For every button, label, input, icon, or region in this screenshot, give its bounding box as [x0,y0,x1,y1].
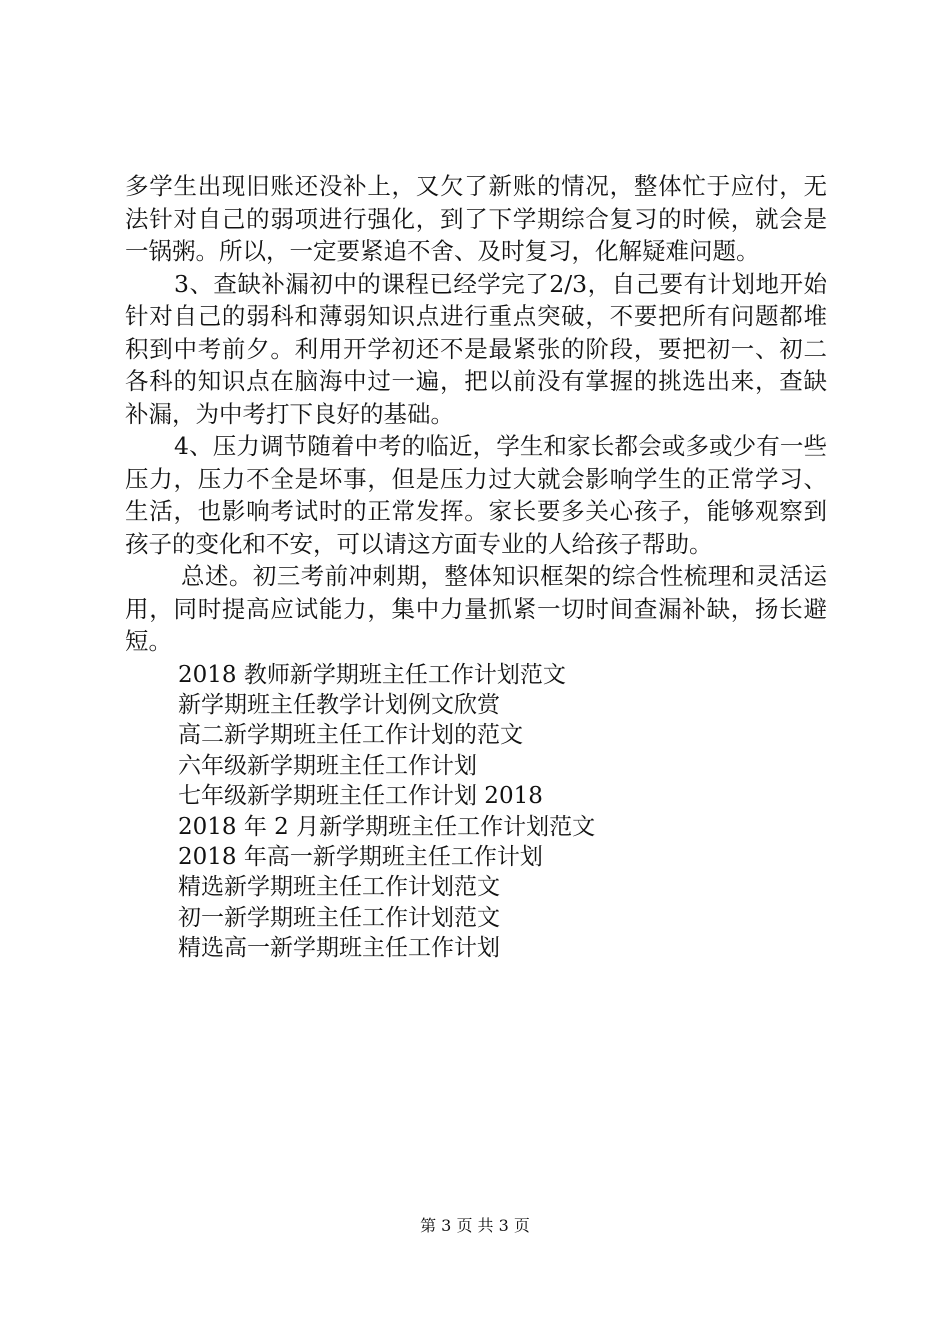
related-link[interactable]: 七年级新学期班主任工作计划 2018 [178,783,543,810]
related-link[interactable]: 初一新学期班主任工作计划范文 [178,904,500,931]
related-link[interactable]: 精选新学期班主任工作计划范文 [178,874,500,901]
paragraph-pressure: 4、压力调节随着中考的临近，学生和家长都会或多或少有一些压力，压力不全是坏事，但是压力过大就会影响学生的正常学习、生活，也影响考试时的正常发挥。家长要多关心孩子，能够观察到孩子的变化和不安，可以请这方面专业的人给孩子帮助。 [125,432,827,558]
related-link[interactable]: 高二新学期班主任工作计划的范文 [178,722,523,749]
page-number-footer: 第 3 页 共 3 页 [420,1216,530,1235]
document-body [125,170,827,964]
related-link[interactable]: 新学期班主任教学计划例文欣赏 [178,691,500,718]
related-link[interactable]: 精选高一新学期班主任工作计划 [178,935,500,962]
related-links-list [125,660,827,964]
paragraph-continuation: 多学生出现旧账还没补上，又欠了新账的情况，整体忙于应付，无法针对自己的弱项进行强化，到了下学期综合复习的时候，就会是一锅粥。所以，一定要紧追不舍、及时复习，化解疑难问题。 [125,172,827,265]
related-link[interactable]: 2018 年高一新学期班主任工作计划 [178,843,543,870]
paragraph-summary: 总述。初三考前冲刺期，整体知识框架的综合性梳理和灵活运用，同时提高应试能力，集中力量抓紧一切时间查漏补缺，扬长避短。 [125,562,827,655]
related-link[interactable]: 2018 年 2 月新学期班主任工作计划范文 [178,813,596,840]
paragraph-check-gaps: 3、查缺补漏初中的课程已经学完了2/3，自己要有计划地开始针对自己的弱科和薄弱知识点进行重点突破，不要把所有问题都堆积到中考前夕。利用开学初还不是最紧张的阶段，要把初一、初二各科的知识点在脑海中过一遍，把以前没有掌握的挑选出来，查缺补漏，为中考打下良好的基础。 [125,269,827,428]
related-link[interactable]: 六年级新学期班主任工作计划 [178,752,477,779]
related-link[interactable]: 2018 教师新学期班主任工作计划范文 [178,661,566,688]
